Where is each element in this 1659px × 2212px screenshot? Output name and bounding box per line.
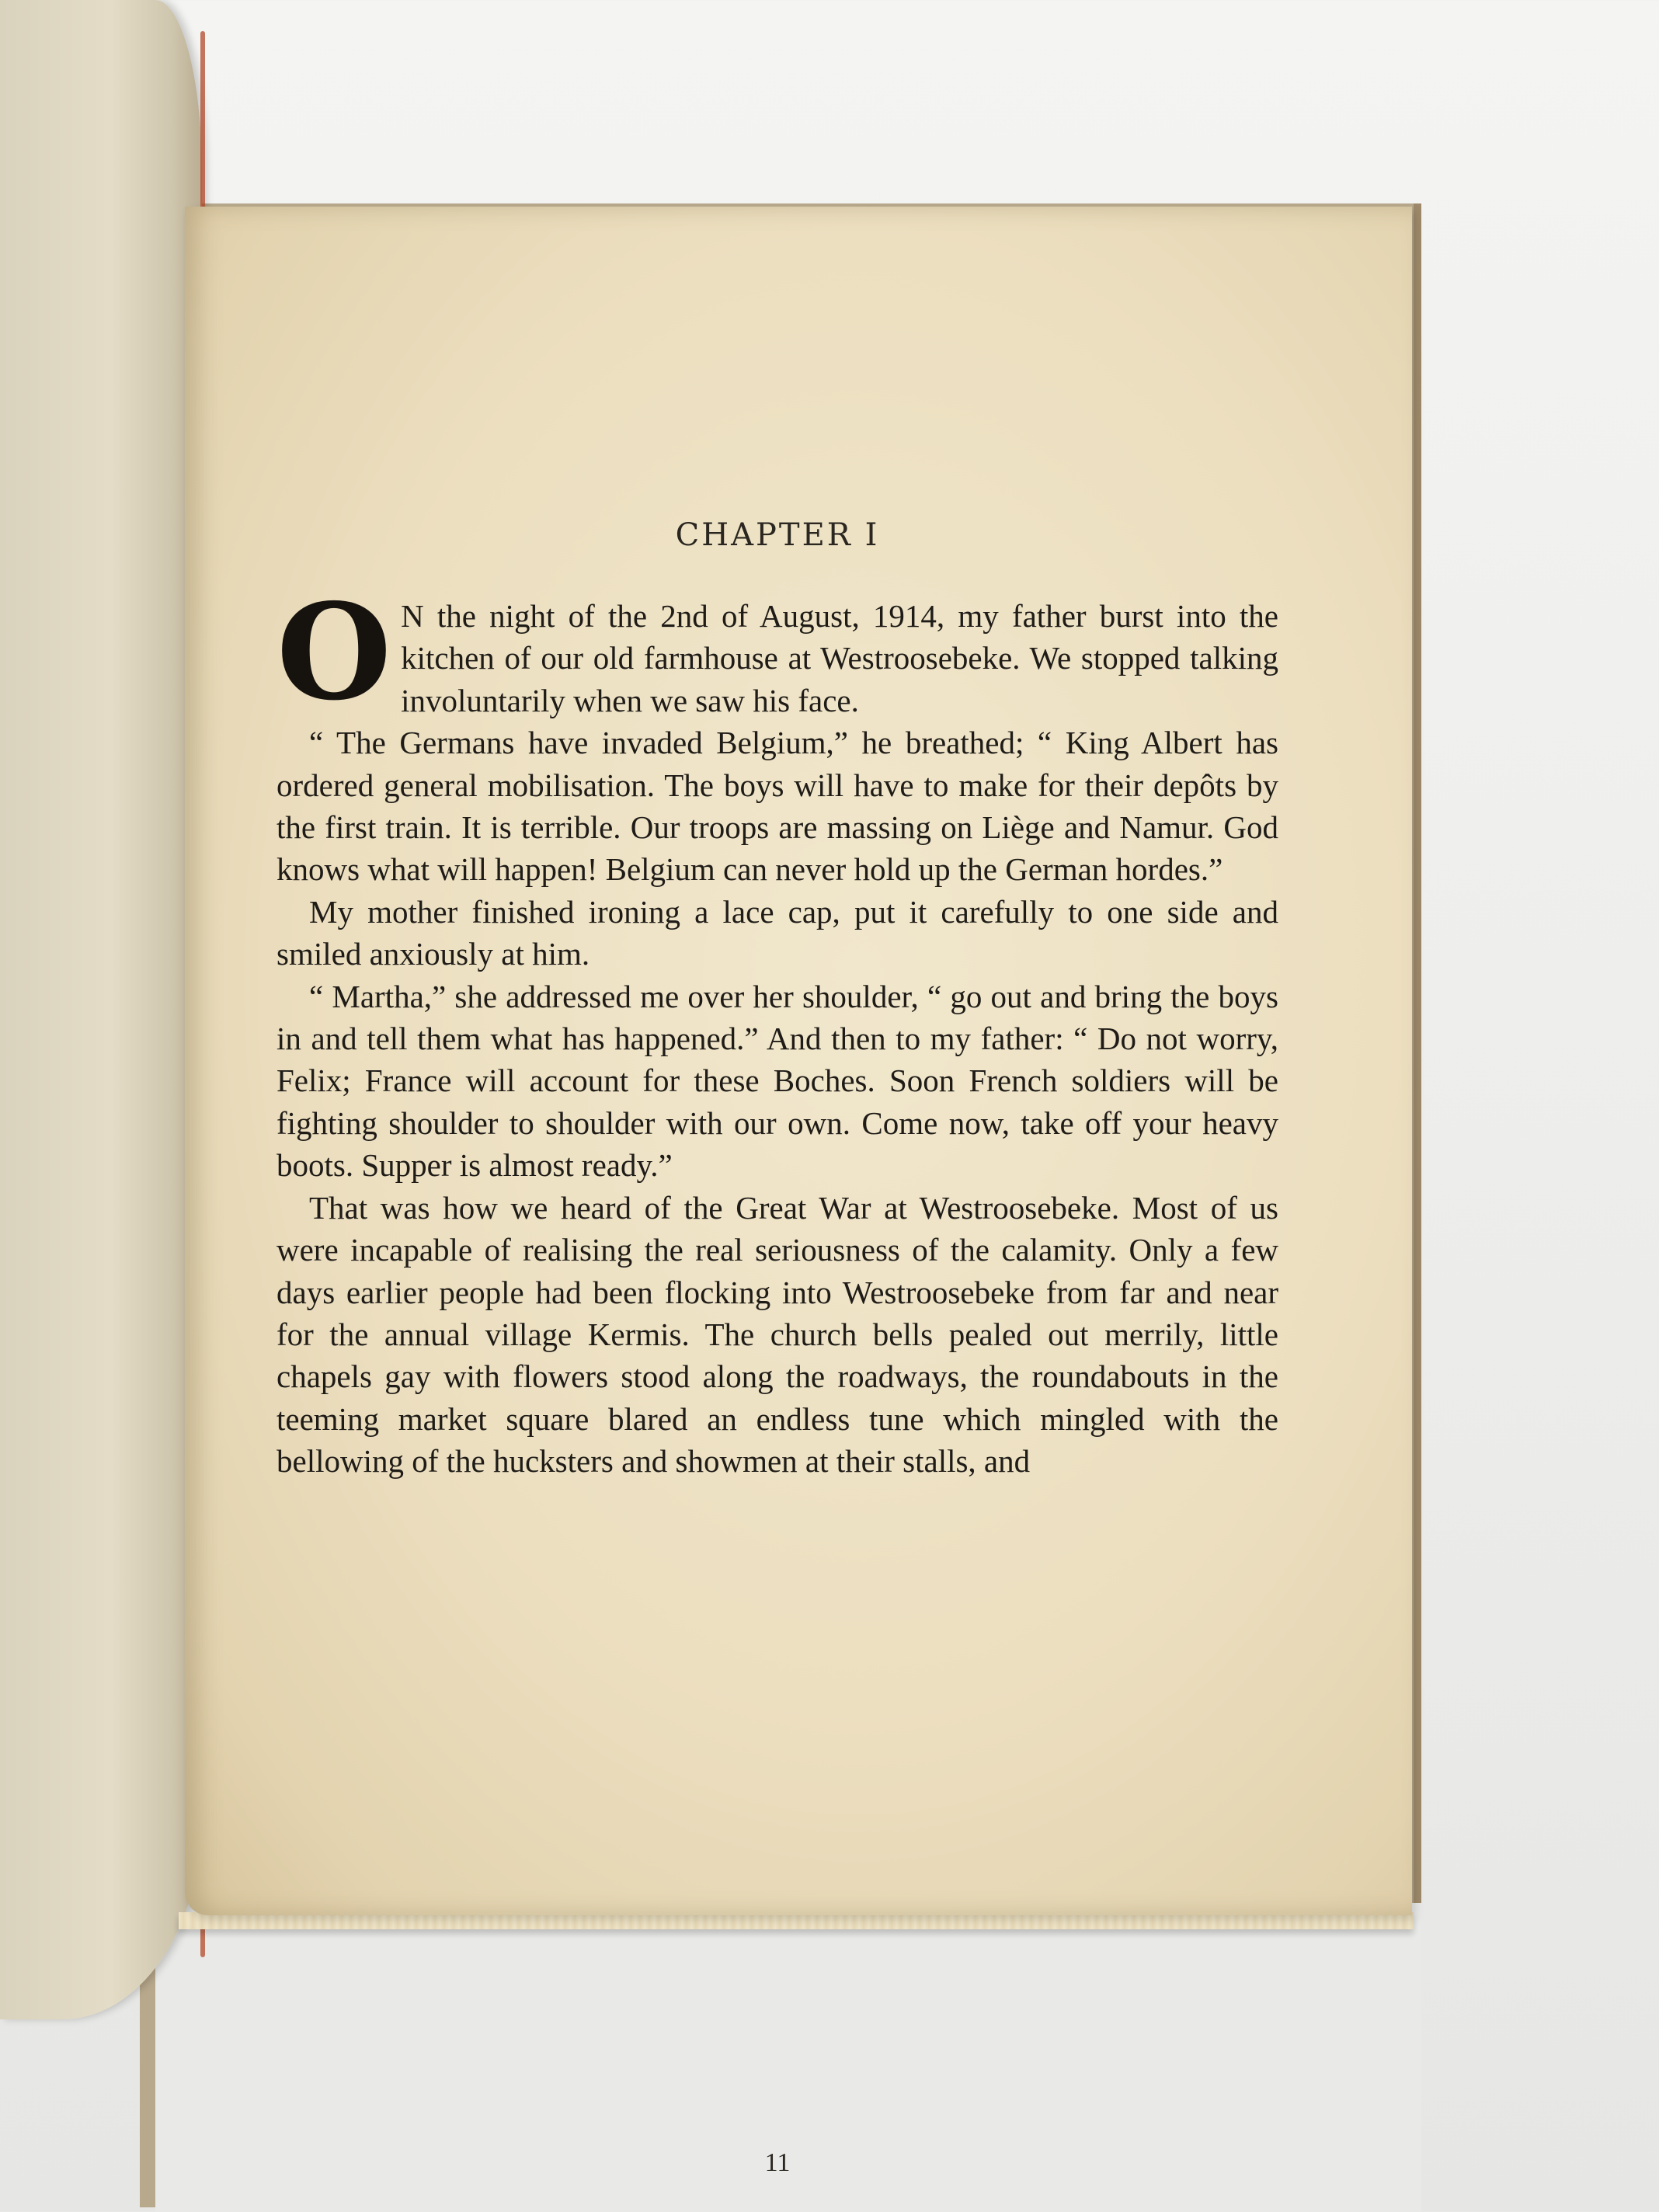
book-page: [185, 207, 1412, 2177]
paragraph-3: My mother finished ironing a lace cap, put it carefully to one side and smiled anxiously at him.: [276, 893, 1278, 972]
page-number: 11: [764, 2148, 791, 2177]
paragraph-5: That was how we heard of the Great War at Westroosebeke. Most of us were incapable of realising the real seriousness of the calamity. Only a few days earlier people had been flocking into Westroosebeke from far and near for the annual village Kermis. The church bells pealed out merrily, little chapels gay with flowers stood along the roadways, the roundabouts in the teeming market square blared an endless tune which mingled with the bellowing of the hucksters and showmen at their stalls, and: [276, 1189, 1278, 1480]
paragraph-1-text: N the night of the 2nd of August, 1914, my father burst into the kitchen of our old farmhouse at Westroosebeke. We stopped talking involuntarily when we saw his face.: [401, 598, 1278, 718]
left-facing-page: [0, 0, 202, 2019]
paragraph-4: “ Martha,” she addressed me over her shoulder, “ go out and bring the boys in and tell them what has happened.” And then to my father: “ Do not worry, Felix; France will account for these Boches. Soon French soldiers will be fighting shoulder to shoulder with our own. Come now, take off your heavy boots. Supper is almost ready.”: [276, 978, 1278, 1184]
body-text: [276, 575, 1278, 1483]
drop-cap: O: [276, 575, 392, 730]
paragraph-1: [276, 575, 1278, 730]
chapter-heading: CHAPTER I: [675, 517, 880, 553]
paragraph-2: “ The Germans have invaded Belgium,” he breathed; “ King Albert has ordered general mobilisation. The boys will have to make for their depôts by the first train. It is terrible. Our troops are massing on Liège and Namur. God knows what will happen! Belgium can never hold up the German hordes.”: [276, 725, 1278, 888]
